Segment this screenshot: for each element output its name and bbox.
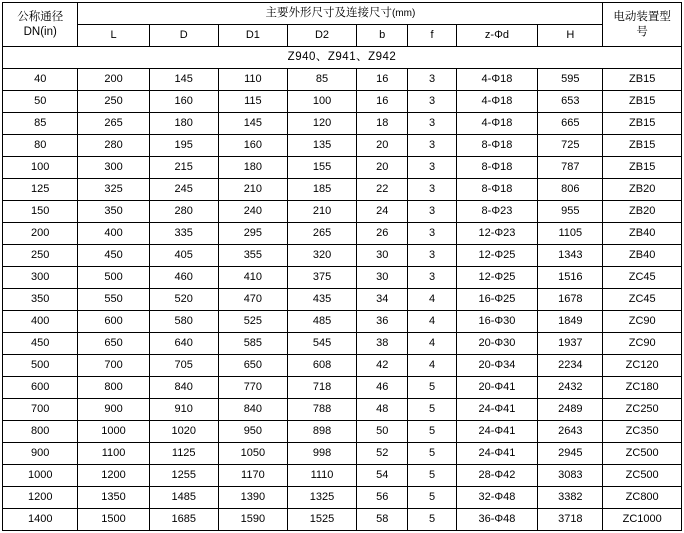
cell-b: 34 [357,289,408,311]
cell-d1: 950 [218,421,287,443]
table-row [3,113,682,135]
cell-d1: 115 [218,91,287,113]
header-col-d1: D1 [218,25,287,47]
cell-f: 3 [408,113,456,135]
cell-actuator: ZC800 [603,487,682,509]
cell-l: 280 [78,135,149,157]
cell-actuator: ZC45 [603,267,682,289]
cell-d1: 145 [218,113,287,135]
cell-dn: 150 [3,201,78,223]
cell-d: 580 [149,311,218,333]
cell-dn: 50 [3,91,78,113]
cell-d2: 1325 [287,487,356,509]
cell-dn: 1200 [3,487,78,509]
cell-dn: 600 [3,377,78,399]
cell-h: 1937 [538,333,603,355]
cell-d: 705 [149,355,218,377]
cell-l: 900 [78,399,149,421]
cell-l: 350 [78,201,149,223]
cell-zd: 24-Φ41 [456,399,538,421]
header-col-h: H [538,25,603,47]
cell-d2: 375 [287,267,356,289]
cell-d1: 160 [218,135,287,157]
cell-b: 56 [357,487,408,509]
cell-d2: 135 [287,135,356,157]
cell-actuator: ZB15 [603,157,682,179]
cell-h: 787 [538,157,603,179]
cell-zd: 8-Φ18 [456,179,538,201]
table-row [3,91,682,113]
cell-b: 26 [357,223,408,245]
cell-zd: 4-Φ18 [456,91,538,113]
header-nominal-diameter-line1: 公称通径 [17,10,64,23]
cell-dn: 300 [3,267,78,289]
cell-d1: 240 [218,201,287,223]
table-row [3,135,682,157]
cell-d: 460 [149,267,218,289]
cell-h: 1678 [538,289,603,311]
cell-d1: 525 [218,311,287,333]
cell-dn: 85 [3,113,78,135]
cell-l: 700 [78,355,149,377]
cell-f: 5 [408,421,456,443]
cell-l: 600 [78,311,149,333]
cell-f: 5 [408,509,456,531]
cell-d: 1485 [149,487,218,509]
cell-d: 145 [149,69,218,91]
cell-d2: 100 [287,91,356,113]
cell-dn: 700 [3,399,78,421]
cell-f: 4 [408,355,456,377]
cell-d: 215 [149,157,218,179]
cell-h: 1516 [538,267,603,289]
cell-d1: 585 [218,333,287,355]
cell-zd: 24-Φ41 [456,421,538,443]
cell-b: 30 [357,267,408,289]
table-row [3,421,682,443]
cell-dn: 100 [3,157,78,179]
cell-h: 955 [538,201,603,223]
header-nominal-diameter [3,3,78,47]
cell-actuator: ZC500 [603,465,682,487]
cell-d2: 788 [287,399,356,421]
cell-d2: 185 [287,179,356,201]
cell-d2: 485 [287,311,356,333]
table-row [3,267,682,289]
cell-b: 52 [357,443,408,465]
cell-d2: 898 [287,421,356,443]
cell-actuator: ZB20 [603,201,682,223]
cell-l: 1200 [78,465,149,487]
cell-d1: 1590 [218,509,287,531]
table-row [3,465,682,487]
header-col-f: f [408,25,456,47]
cell-b: 16 [357,91,408,113]
cell-f: 3 [408,69,456,91]
cell-zd: 4-Φ18 [456,69,538,91]
cell-dn: 80 [3,135,78,157]
table-row [3,289,682,311]
cell-zd: 12-Φ25 [456,267,538,289]
cell-dn: 800 [3,421,78,443]
cell-f: 3 [408,91,456,113]
cell-h: 2945 [538,443,603,465]
header-dimension-group-unit: (mm) [391,8,416,20]
cell-d: 280 [149,201,218,223]
cell-actuator: ZB15 [603,113,682,135]
cell-d2: 435 [287,289,356,311]
cell-l: 200 [78,69,149,91]
cell-dn: 450 [3,333,78,355]
cell-l: 250 [78,91,149,113]
dimension-table [2,2,682,531]
cell-zd: 12-Φ25 [456,245,538,267]
cell-d1: 410 [218,267,287,289]
cell-l: 1000 [78,421,149,443]
cell-h: 2432 [538,377,603,399]
cell-b: 22 [357,179,408,201]
cell-d1: 770 [218,377,287,399]
cell-dn: 40 [3,69,78,91]
table-row [3,487,682,509]
cell-dn: 400 [3,311,78,333]
cell-d2: 608 [287,355,356,377]
cell-f: 3 [408,157,456,179]
cell-d: 1125 [149,443,218,465]
cell-dn: 500 [3,355,78,377]
table-row [3,223,682,245]
header-dimension-group [78,3,603,25]
cell-zd: 8-Φ18 [456,157,538,179]
table-row [3,377,682,399]
table-row [3,311,682,333]
cell-zd: 24-Φ41 [456,443,538,465]
cell-dn: 1400 [3,509,78,531]
cell-actuator: ZC350 [603,421,682,443]
cell-f: 3 [408,223,456,245]
cell-l: 325 [78,179,149,201]
cell-h: 1343 [538,245,603,267]
cell-actuator: ZC90 [603,333,682,355]
cell-l: 650 [78,333,149,355]
cell-d: 405 [149,245,218,267]
cell-h: 595 [538,69,603,91]
cell-d: 245 [149,179,218,201]
cell-actuator: ZC120 [603,355,682,377]
cell-b: 16 [357,69,408,91]
header-col-l: L [78,25,149,47]
cell-d2: 320 [287,245,356,267]
cell-d1: 470 [218,289,287,311]
table-row [3,179,682,201]
cell-b: 48 [357,399,408,421]
cell-d2: 1525 [287,509,356,531]
cell-f: 5 [408,487,456,509]
cell-f: 3 [408,201,456,223]
cell-dn: 1000 [3,465,78,487]
cell-f: 3 [408,245,456,267]
cell-h: 3382 [538,487,603,509]
header-actuator-model [603,3,682,47]
header-row-top [3,3,682,25]
cell-zd: 36-Φ48 [456,509,538,531]
cell-b: 18 [357,113,408,135]
cell-b: 36 [357,311,408,333]
cell-d: 910 [149,399,218,421]
cell-actuator: ZB40 [603,245,682,267]
cell-d: 160 [149,91,218,113]
table-row [3,333,682,355]
cell-zd: 8-Φ18 [456,135,538,157]
cell-f: 4 [408,311,456,333]
cell-actuator: ZC45 [603,289,682,311]
cell-f: 5 [408,465,456,487]
cell-l: 1500 [78,509,149,531]
cell-d: 1255 [149,465,218,487]
cell-f: 5 [408,399,456,421]
cell-actuator: ZB15 [603,91,682,113]
cell-dn: 900 [3,443,78,465]
cell-d1: 180 [218,157,287,179]
cell-b: 38 [357,333,408,355]
cell-l: 300 [78,157,149,179]
cell-h: 2489 [538,399,603,421]
cell-d2: 1110 [287,465,356,487]
header-row-columns [3,25,682,47]
table-row [3,69,682,91]
cell-d1: 1170 [218,465,287,487]
cell-l: 400 [78,223,149,245]
table-row [3,443,682,465]
cell-dn: 200 [3,223,78,245]
cell-l: 550 [78,289,149,311]
cell-b: 50 [357,421,408,443]
cell-f: 5 [408,377,456,399]
series-row [3,47,682,69]
cell-d2: 210 [287,201,356,223]
cell-actuator: ZB40 [603,223,682,245]
cell-f: 3 [408,267,456,289]
cell-d1: 210 [218,179,287,201]
cell-d1: 295 [218,223,287,245]
cell-f: 5 [408,443,456,465]
cell-b: 24 [357,201,408,223]
cell-h: 665 [538,113,603,135]
cell-l: 800 [78,377,149,399]
cell-d: 840 [149,377,218,399]
header-col-d2: D2 [287,25,356,47]
cell-b: 46 [357,377,408,399]
cell-d: 1685 [149,509,218,531]
cell-l: 500 [78,267,149,289]
cell-dn: 125 [3,179,78,201]
cell-d: 195 [149,135,218,157]
cell-actuator: ZC90 [603,311,682,333]
cell-d: 640 [149,333,218,355]
table-row [3,157,682,179]
cell-d1: 1050 [218,443,287,465]
cell-zd: 20-Φ30 [456,333,538,355]
cell-zd: 20-Φ41 [456,377,538,399]
header-nominal-diameter-line2: DN(in) [23,25,57,38]
header-dimension-group-label: 主要外形尺寸及连接尺寸 [265,7,392,20]
cell-actuator: ZC180 [603,377,682,399]
cell-h: 806 [538,179,603,201]
header-col-zd: z-Φd [456,25,538,47]
cell-b: 30 [357,245,408,267]
cell-h: 653 [538,91,603,113]
cell-h: 1105 [538,223,603,245]
cell-l: 265 [78,113,149,135]
cell-d1: 840 [218,399,287,421]
header-col-d: D [149,25,218,47]
cell-d: 520 [149,289,218,311]
cell-b: 20 [357,135,408,157]
cell-d2: 265 [287,223,356,245]
cell-d: 1020 [149,421,218,443]
cell-actuator: ZC250 [603,399,682,421]
cell-actuator: ZB15 [603,69,682,91]
table-row [3,201,682,223]
cell-zd: 32-Φ48 [456,487,538,509]
cell-actuator: ZB20 [603,179,682,201]
table-row [3,245,682,267]
cell-d1: 1390 [218,487,287,509]
table-row [3,509,682,531]
cell-l: 1100 [78,443,149,465]
cell-d2: 155 [287,157,356,179]
cell-f: 3 [408,135,456,157]
cell-zd: 8-Φ23 [456,201,538,223]
table-body [3,69,682,531]
cell-h: 2643 [538,421,603,443]
cell-zd: 4-Φ18 [456,113,538,135]
cell-zd: 16-Φ25 [456,289,538,311]
cell-l: 1350 [78,487,149,509]
cell-zd: 28-Φ42 [456,465,538,487]
cell-d2: 718 [287,377,356,399]
cell-zd: 20-Φ34 [456,355,538,377]
cell-d1: 355 [218,245,287,267]
cell-d2: 120 [287,113,356,135]
series-label: Z940、Z941、Z942 [3,47,682,69]
cell-h: 725 [538,135,603,157]
cell-d1: 650 [218,355,287,377]
cell-f: 3 [408,179,456,201]
cell-l: 450 [78,245,149,267]
cell-actuator: ZC1000 [603,509,682,531]
cell-d2: 545 [287,333,356,355]
table-row [3,355,682,377]
header-col-b: b [357,25,408,47]
cell-d: 335 [149,223,218,245]
cell-zd: 16-Φ30 [456,311,538,333]
cell-d2: 85 [287,69,356,91]
header-actuator-model-line1: 电动装置型 [613,10,671,23]
cell-h: 2234 [538,355,603,377]
cell-d1: 110 [218,69,287,91]
cell-f: 4 [408,333,456,355]
cell-b: 42 [357,355,408,377]
table-row [3,399,682,421]
cell-h: 3718 [538,509,603,531]
cell-f: 4 [408,289,456,311]
cell-actuator: ZC500 [603,443,682,465]
cell-h: 3083 [538,465,603,487]
cell-d: 180 [149,113,218,135]
cell-b: 58 [357,509,408,531]
cell-zd: 12-Φ23 [456,223,538,245]
cell-b: 20 [357,157,408,179]
cell-d2: 998 [287,443,356,465]
cell-actuator: ZB15 [603,135,682,157]
cell-dn: 250 [3,245,78,267]
header-actuator-model-line2: 号 [636,25,648,38]
cell-b: 54 [357,465,408,487]
cell-h: 1849 [538,311,603,333]
table-header [3,3,682,69]
cell-dn: 350 [3,289,78,311]
